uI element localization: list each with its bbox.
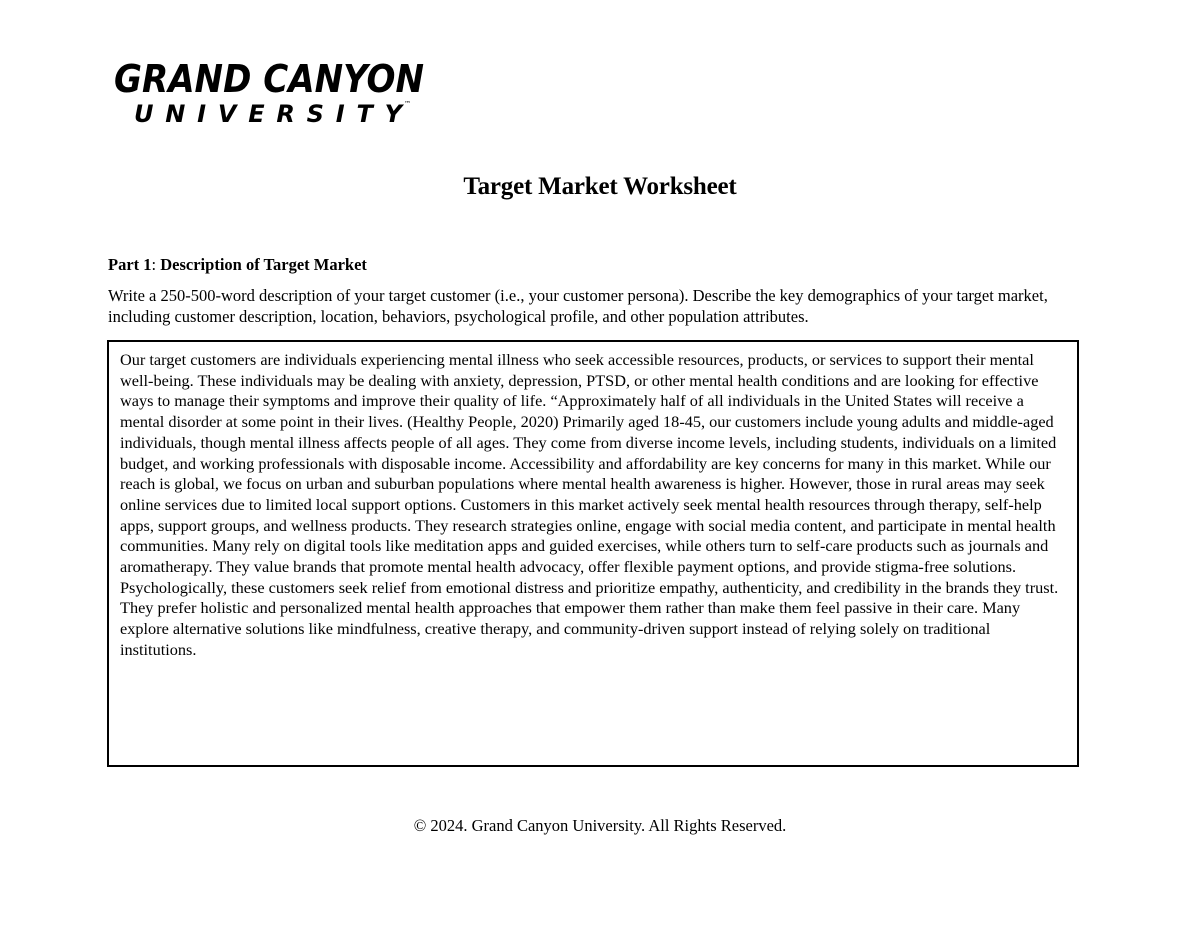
logo-trademark: ™ [404, 100, 411, 108]
university-logo [112, 58, 432, 128]
section-heading [108, 255, 367, 275]
section-separator: : [151, 255, 157, 274]
section-part-label: Part 1 [108, 255, 152, 274]
section-title: Description of Target Market [156, 255, 367, 274]
logo-line-1: GRAND CANYON [114, 58, 424, 101]
response-text: Our target customers are individuals experiencing mental illness who seek accessible resources, products, or services to support their mental well-being. These individuals may be dealing with anxiety, depression, PTSD, or other mental health conditions and are looking for effective ways to manage their symptoms and improve their quality of life. “Approximately half of all individuals in the United States will receive a mental disorder at some point in their lives. (Healthy People, 2020) Primarily aged 18-45, our customers include young adults and middle-aged individuals, though mental illness affects people of all ages. They come from diverse income levels, including students, individuals on a limited budget, and working professionals with disposable income. Accessibility and affordability are key concerns for many in this market. While our reach is global, we focus on urban and suburban populations where mental health awareness is higher. However, those in rural areas may seek online services due to limited local support options. Customers in this market actively seek mental health resources through therapy, self-help apps, support groups, and wellness products. They research strategies online, engage with social media content, and participate in mental health communities. Many rely on digital tools like meditation apps and guided exercises, while others turn to self-care products such as journals and aromatherapy. They value brands that promote mental health advocacy, offer flexible payment options, and provide stigma-free solutions. Psychologically, these customers seek relief from emotional distress and prioritize empathy, authenticity, and credibility in the brands they trust. They prefer holistic and personalized mental health approaches that empower them rather than make them feel passive in their care. Many explore alternative solutions like mindfulness, creative therapy, and community-driven support instead of relying solely on traditional institutions. [120, 350, 1059, 659]
page-title: Target Market Worksheet [463, 173, 737, 200]
copyright-footer: © 2024. Grand Canyon University. All Rights Reserved. [413, 816, 787, 835]
logo-line-2: UNIVERSITY [134, 100, 402, 128]
section-instructions: Write a 250-500-word description of your target customer (i.e., your customer persona). Describe the key demographics of your target market, including customer description, location, behaviors, psychological profile, and other population attributes. [108, 286, 1048, 326]
response-text-box[interactable] [107, 340, 1079, 767]
